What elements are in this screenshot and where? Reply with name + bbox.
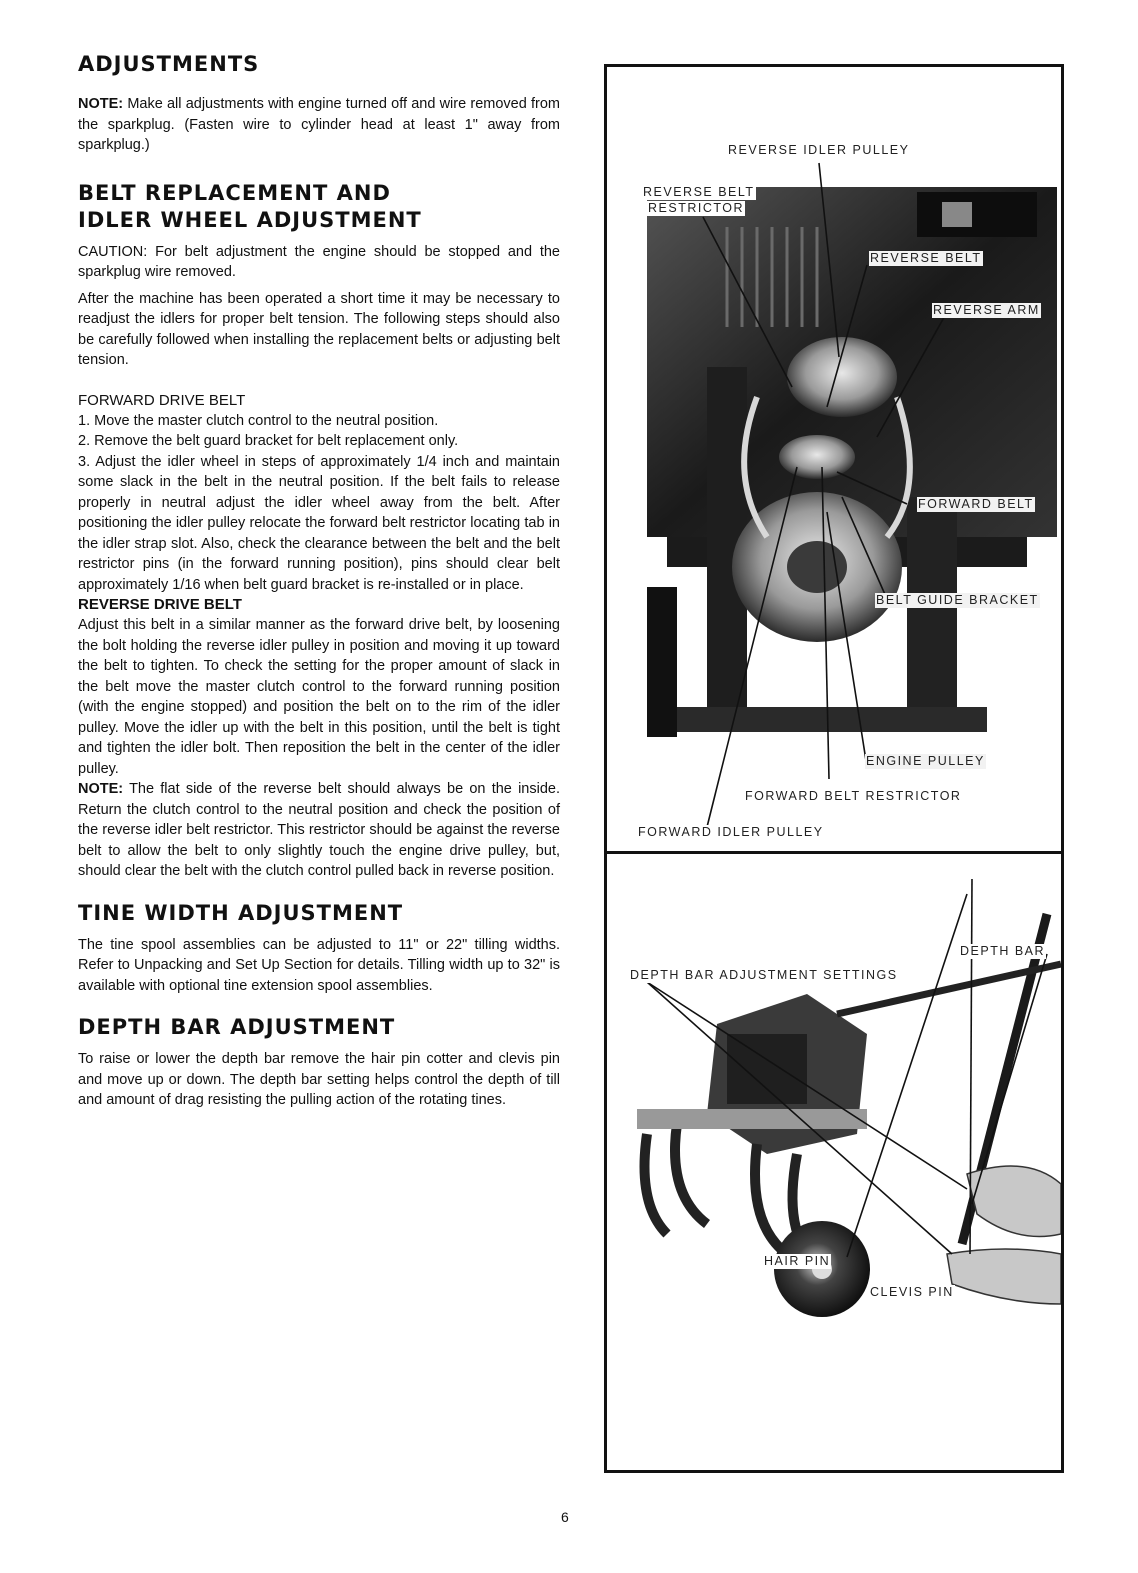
- reverse-belt-label: REVERSE BELT: [870, 251, 982, 265]
- hair-pin-label: HAIR PIN: [764, 1254, 831, 1268]
- belt-intro: After the machine has been operated a short time it may be necessary to readjust the idlers for proper belt tension. The following steps should also be carefully followed when installing the replacement belts or adjusting belt tension.: [78, 290, 560, 368]
- clevis-pin-label: CLEVIS PIN: [870, 1285, 954, 1299]
- depth-heading: DEPTH BAR ADJUSTMENT: [78, 1015, 396, 1039]
- depth-bar-label: DEPTH BAR: [960, 944, 1046, 958]
- reverse-arm-label: REVERSE ARM: [933, 303, 1040, 317]
- forward-step-3: 3. Adjust the idler wheel in steps of approximately 1/4 inch and maintain some slack in the belt in the neutral position. If the belt fails to release properly in neutral adjust the idler wheel away from the belt. After positioning the idler pulley relocate the forward belt restrictor locating tab in the idler strap slot. Also, check the clearance between the belt and the belt restrictor pins (in the forward running position), pins should clear belt approximately 1/16 when belt guard bracket is re-installed or in place.: [78, 453, 560, 593]
- caution-paragraph: [78, 242, 560, 283]
- adjustments-note: [78, 94, 560, 156]
- page-number: 6: [561, 1509, 569, 1525]
- cooling-fins: [727, 227, 817, 327]
- note-text: Make all adjustments with engine turned off and wire removed from the sparkplug. (Fasten wire to cylinder head at least 1" away from sparkplug.): [78, 96, 560, 153]
- hand-lower: [947, 1249, 1061, 1304]
- reverse-idler-pulley-label: REVERSE IDLER PULLEY: [728, 143, 910, 157]
- depth-bar-settings-label: DEPTH BAR ADJUSTMENT SETTINGS: [630, 968, 898, 982]
- hand-upper: [967, 1166, 1061, 1237]
- belt-drive-figure: [604, 64, 1064, 854]
- forward-step-1: 1. Move the master clutch control to the neutral position.: [78, 412, 439, 429]
- reverse-belt-heading: REVERSE DRIVE BELT: [78, 596, 242, 613]
- tine-heading: TINE WIDTH ADJUSTMENT: [78, 900, 404, 925]
- belt-heading-line2: IDLER WHEEL ADJUSTMENT: [78, 207, 422, 232]
- forward-belt-label: FORWARD BELT: [918, 497, 1034, 511]
- reverse-note-text: The flat side of the reverse belt should always be on the inside. Return the clutch control to the neutral position and check the position of the reverse idler belt restrictor. This restrictor should be against the reverse belt to allow the belt to only slightly touch the engine drive pulley, but, should clear the belt with the clutch control pulled back in reverse position.: [78, 781, 560, 879]
- note-label: NOTE:: [78, 96, 124, 112]
- caution-label: CAUTION:: [78, 243, 148, 260]
- engine-pulley-label: ENGINE PULLEY: [866, 754, 985, 768]
- reverse-belt-restrictor-label-1: REVERSE BELT: [643, 185, 755, 199]
- belt-heading-line1: BELT REPLACEMENT AND: [78, 180, 391, 205]
- reverse-note-paragraph: [78, 779, 560, 882]
- adjustments-heading: ADJUSTMENTS: [78, 52, 260, 76]
- forward-step-2: 2. Remove the belt guard bracket for belt replacement only.: [78, 433, 459, 449]
- belt-guide-bracket-label: BELT GUIDE BRACKET: [876, 593, 1039, 607]
- reverse-idler-pulley: [787, 337, 897, 417]
- tine-text: The tine spool assemblies can be adjusted to 11" or 22" tilling widths. Refer to Unpacking and Set Up Section for details. Tilling width up to 32" is available with optional tine extension spool assemblies.: [78, 936, 560, 994]
- tine-shield: [637, 1109, 867, 1129]
- depth-text: To raise or lower the depth bar remove the hair pin cotter and clevis pin and move up or down. The depth bar setting helps control the depth of till and amount of drag resisting the pulling action of the rotating tines.: [78, 1051, 560, 1108]
- forward-idler-pulley-label: FORWARD IDLER PULLEY: [638, 825, 824, 839]
- forward-idler-pulley: [779, 435, 855, 479]
- text-column: [78, 52, 560, 1111]
- depth-bar-figure: [604, 851, 1064, 1473]
- caution-text: For belt adjustment the engine should be stopped and the sparkplug wire removed.: [78, 243, 560, 280]
- reverse-note-label: NOTE:: [78, 781, 124, 797]
- forward-belt-heading: FORWARD DRIVE BELT: [78, 391, 246, 409]
- reverse-belt-restrictor-label-2: RESTRICTOR: [648, 201, 745, 215]
- forward-belt-restrictor-label: FORWARD BELT RESTRICTOR: [745, 789, 962, 803]
- reverse-belt-text: Adjust this belt in a similar manner as the forward drive belt, by loosening the bolt holding the reverse idler pulley in position and moving it up toward the belt to tighten. To check the setting for the proper amount of slack in the belt move the master clutch control to the forward running position (with the engine stopped) and position the belt on to the rim of the idler pulley. Move the idler up with the belt in this position, until the belt is tight and tighten the idler bolt. Then reposition the belt in the center of the idler pulley.: [78, 617, 560, 777]
